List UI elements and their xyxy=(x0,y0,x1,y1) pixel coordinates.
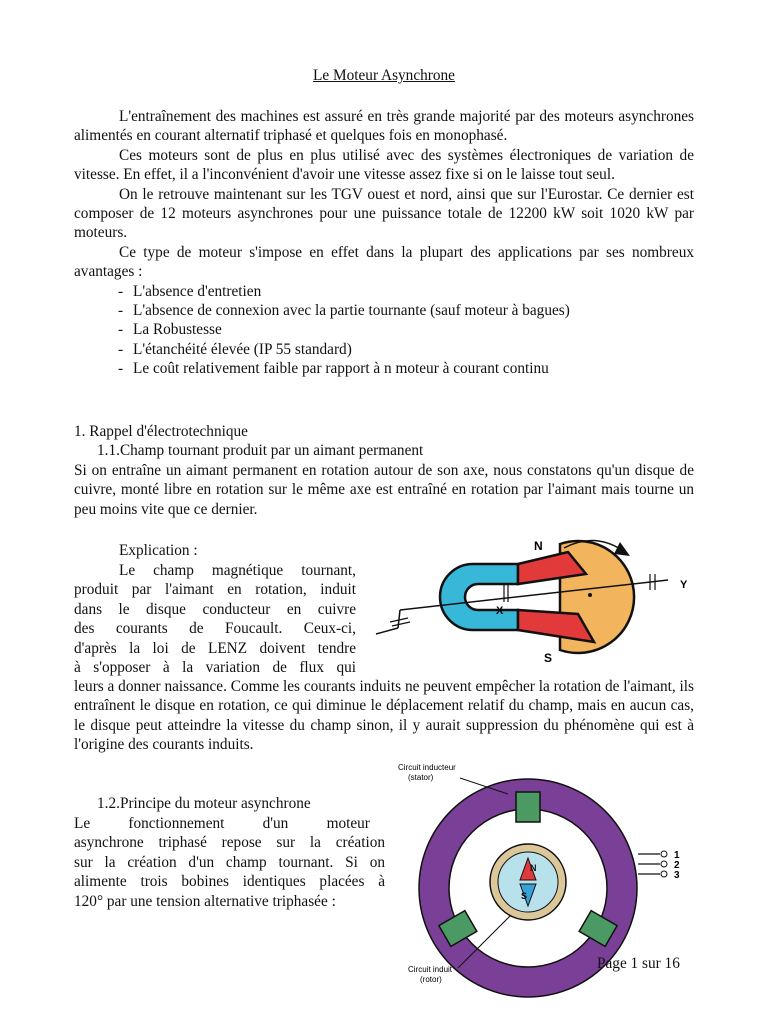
intro-paragraph-3: On le retrouve maintenant sur les TGV ouest et nord, ainsi que sur l'Eurostar. Ce dernier est composer de 12 moteurs asynchrones pour une puissance totale de 12200 kW soit 1020 kW par moteurs. xyxy=(74,185,694,242)
intro-paragraph-2: Ces moteurs sont de plus en plus utilisé avec des systèmes électroniques de variation de vitesse. En effet, il a l'inconvénient d'avoir une vitesse assez fixe si on le laisse tout seul. xyxy=(74,146,694,184)
explication-label: Explication : xyxy=(119,542,198,559)
arrow-head-icon xyxy=(614,542,630,556)
magnet-body xyxy=(440,564,518,630)
list-item: - La Robustesse xyxy=(74,320,694,339)
terminal-1-label: 1 xyxy=(674,850,680,861)
rotor-label: Circuit induit xyxy=(408,965,453,974)
section-1-1-heading: 1.1.Champ tournant produit par un aimant permanent xyxy=(97,442,424,459)
intro-section xyxy=(74,107,694,379)
terminal-2-label: 2 xyxy=(674,860,680,871)
magnet-disc-figure xyxy=(368,522,700,672)
intro-paragraph-4: Ce type de moteur s'impose en effet dans la plupart des applications par ses nombreux avantages : xyxy=(74,243,694,281)
section-1-1-text: Si on entraîne un aimant permanent en rotation autour de son axe, nous constatons qu'un disque de cuivre, monté libre en rotation sur le même axe est entraîné en rotation par l'aimant mais tourne un peu moins vite que ce dernier. xyxy=(74,462,694,518)
rotor-pole-n: N xyxy=(530,863,537,873)
axis-y-label: Y xyxy=(680,579,688,591)
coil-top xyxy=(516,792,540,822)
page-title: Le Moteur Asynchrone xyxy=(313,67,455,84)
motor-stator-rotor-figure xyxy=(398,758,708,1016)
list-item: - L'étanchéité élevée (IP 55 standard) xyxy=(74,340,694,359)
north-label: N xyxy=(534,539,543,553)
stator-label: Circuit inducteur xyxy=(398,763,456,772)
section-1-2-column: Le fonctionnement d'un moteur asynchrone triphasé repose sur la création sur la création d'un champ tournant. Si on alimente trois bobines identiques placées à 120° par une tension alternative triphasée : xyxy=(74,815,385,910)
rotor-pole-s: S xyxy=(521,891,528,901)
section-1-heading: 1. Rappel d'électrotechnique xyxy=(74,423,248,440)
explication-continuation: leurs a donner naissance. Comme les courants induits ne peuvent empêcher la rotation de l'aimant, ils entraînent le disque en rotation, ce qui diminue le déplacement relatif du champ, mais en aucun cas, le disque peut atteindre la vitesse du champ sinon, il y aurait suppression du phénomène qui est à l'origine des courants induits. xyxy=(74,678,694,754)
section-1-2-heading: 1.2.Principe du moteur asynchrone xyxy=(97,795,311,812)
page-number: Page 1 sur 16 xyxy=(597,955,680,972)
axis-x-label: X xyxy=(496,605,504,617)
rotor-sub-label: (rotor) xyxy=(420,975,442,984)
list-item: - L'absence d'entretien xyxy=(74,282,694,301)
explication-column: Le champ magnétique tournant, produit par l'aimant en rotation, induit dans le disque conducteur en cuivre des courants de Foucault. Ceux-ci, d'après la loi de LENZ doivent tendre à s'opposer à la variation de flux qui xyxy=(74,562,356,677)
south-label: S xyxy=(544,651,553,665)
stator-sub-label: (stator) xyxy=(408,773,434,782)
intro-paragraph-1: L'entraînement des machines est assuré en très grande majorité par des moteurs asynchrones alimentés en courant alternatif triphasé et quelques fois en monophasé. xyxy=(74,108,694,145)
terminal-3-label: 3 xyxy=(674,870,680,881)
list-item: - L'absence de connexion avec la partie tournante (sauf moteur à bagues) xyxy=(74,301,694,320)
advantages-list xyxy=(74,282,694,379)
list-item: - Le coût relativement faible par rapport à n moteur à courant continu xyxy=(74,359,694,378)
